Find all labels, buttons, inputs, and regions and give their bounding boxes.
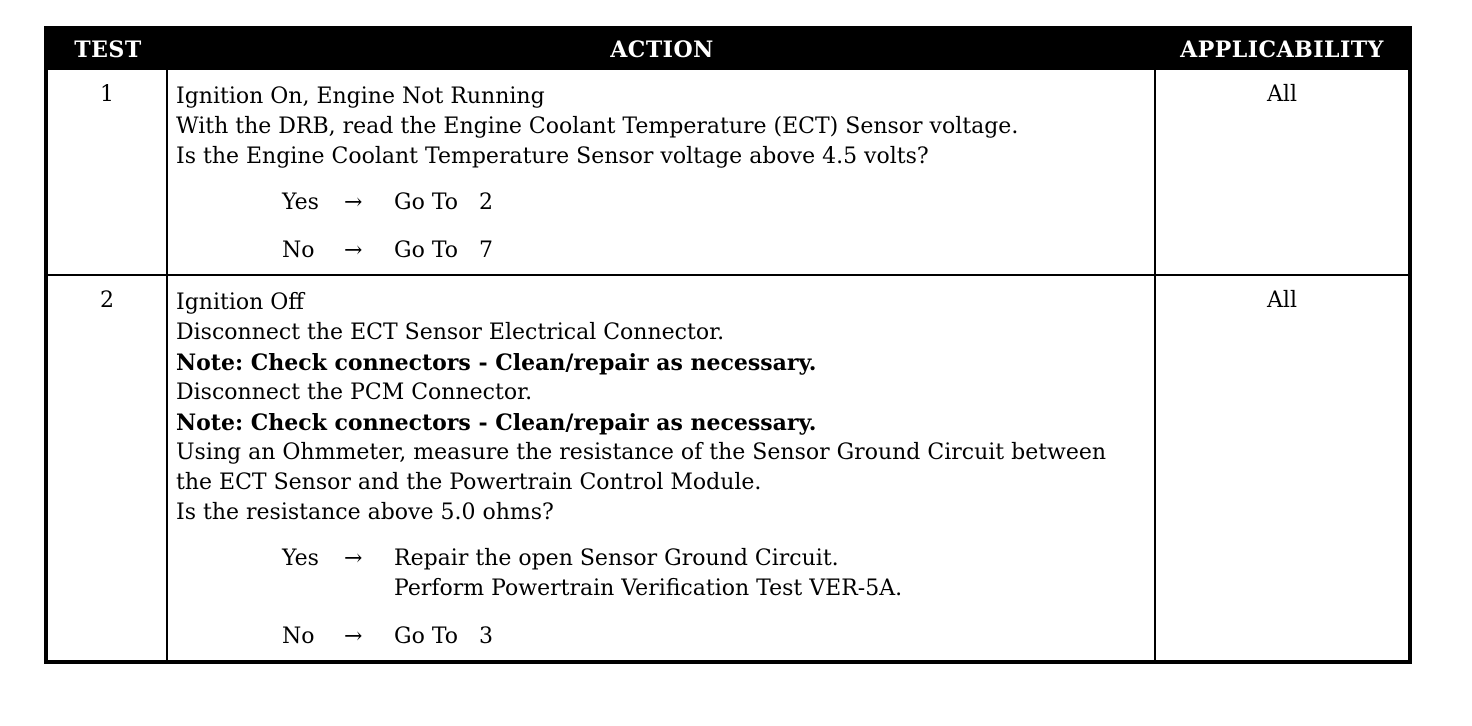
action-cell	[168, 276, 1156, 660]
outcome-label: Yes	[282, 190, 319, 215]
action-note: Note: Check connectors - Clean/repair as necessary.	[176, 350, 817, 376]
action-line: Using an Ohmmeter, measure the resistance of the Sensor Ground Circuit between	[176, 440, 1107, 465]
right-arrow-icon: →	[344, 238, 363, 263]
outcome-result-line: Go To 7	[394, 238, 493, 263]
outcome-result	[394, 236, 493, 266]
outcomes	[176, 188, 1148, 266]
action-line: Disconnect the ECT Sensor Electrical Connector.	[176, 320, 725, 345]
diagnostic-test-table	[44, 26, 1412, 664]
action-line: Ignition Off	[176, 290, 304, 315]
outcome-result	[394, 622, 493, 652]
outcome-yes	[282, 544, 1148, 604]
header-action: ACTION	[610, 37, 714, 63]
table-body	[48, 70, 1408, 660]
outcome-result	[394, 544, 902, 604]
outcome-no	[282, 622, 1148, 652]
action-line: Is the Engine Coolant Temperature Sensor voltage above 4.5 volts?	[176, 144, 929, 169]
action-line: Disconnect the PCM Connector.	[176, 380, 533, 405]
header-test: TEST	[74, 37, 142, 63]
outcome-label: No	[282, 624, 315, 649]
action-line: With the DRB, read the Engine Coolant Temperature (ECT) Sensor voltage.	[176, 114, 1019, 139]
outcome-result-line: Repair the open Sensor Ground Circuit.	[394, 546, 839, 571]
outcomes	[176, 544, 1148, 652]
applicability-cell: All	[1267, 82, 1297, 107]
table-row	[48, 274, 1408, 660]
action-line: Ignition On, Engine Not Running	[176, 84, 545, 109]
outcome-result-line: Go To 3	[394, 624, 493, 649]
right-arrow-icon: →	[344, 190, 363, 215]
applicability-cell: All	[1267, 288, 1297, 313]
table-header	[48, 30, 1408, 70]
outcome-result	[394, 188, 493, 218]
test-number: 2	[48, 276, 168, 660]
outcome-result-line: Go To 2	[394, 190, 493, 215]
action-line: Is the resistance above 5.0 ohms?	[176, 500, 554, 525]
outcome-label: Yes	[282, 546, 319, 571]
action-note: Note: Check connectors - Clean/repair as necessary.	[176, 410, 817, 436]
action-cell	[168, 70, 1156, 274]
header-applicability: APPLICABILITY	[1180, 37, 1384, 63]
outcome-no	[282, 236, 1148, 266]
outcome-label: No	[282, 238, 315, 263]
action-line: the ECT Sensor and the Powertrain Control Module.	[176, 470, 762, 495]
test-number: 1	[48, 70, 168, 274]
right-arrow-icon: →	[344, 546, 363, 571]
right-arrow-icon: →	[344, 624, 363, 649]
table-row	[48, 70, 1408, 274]
outcome-result-line: Perform Powertrain Verification Test VER-5A.	[394, 576, 903, 601]
outcome-yes	[282, 188, 1148, 218]
